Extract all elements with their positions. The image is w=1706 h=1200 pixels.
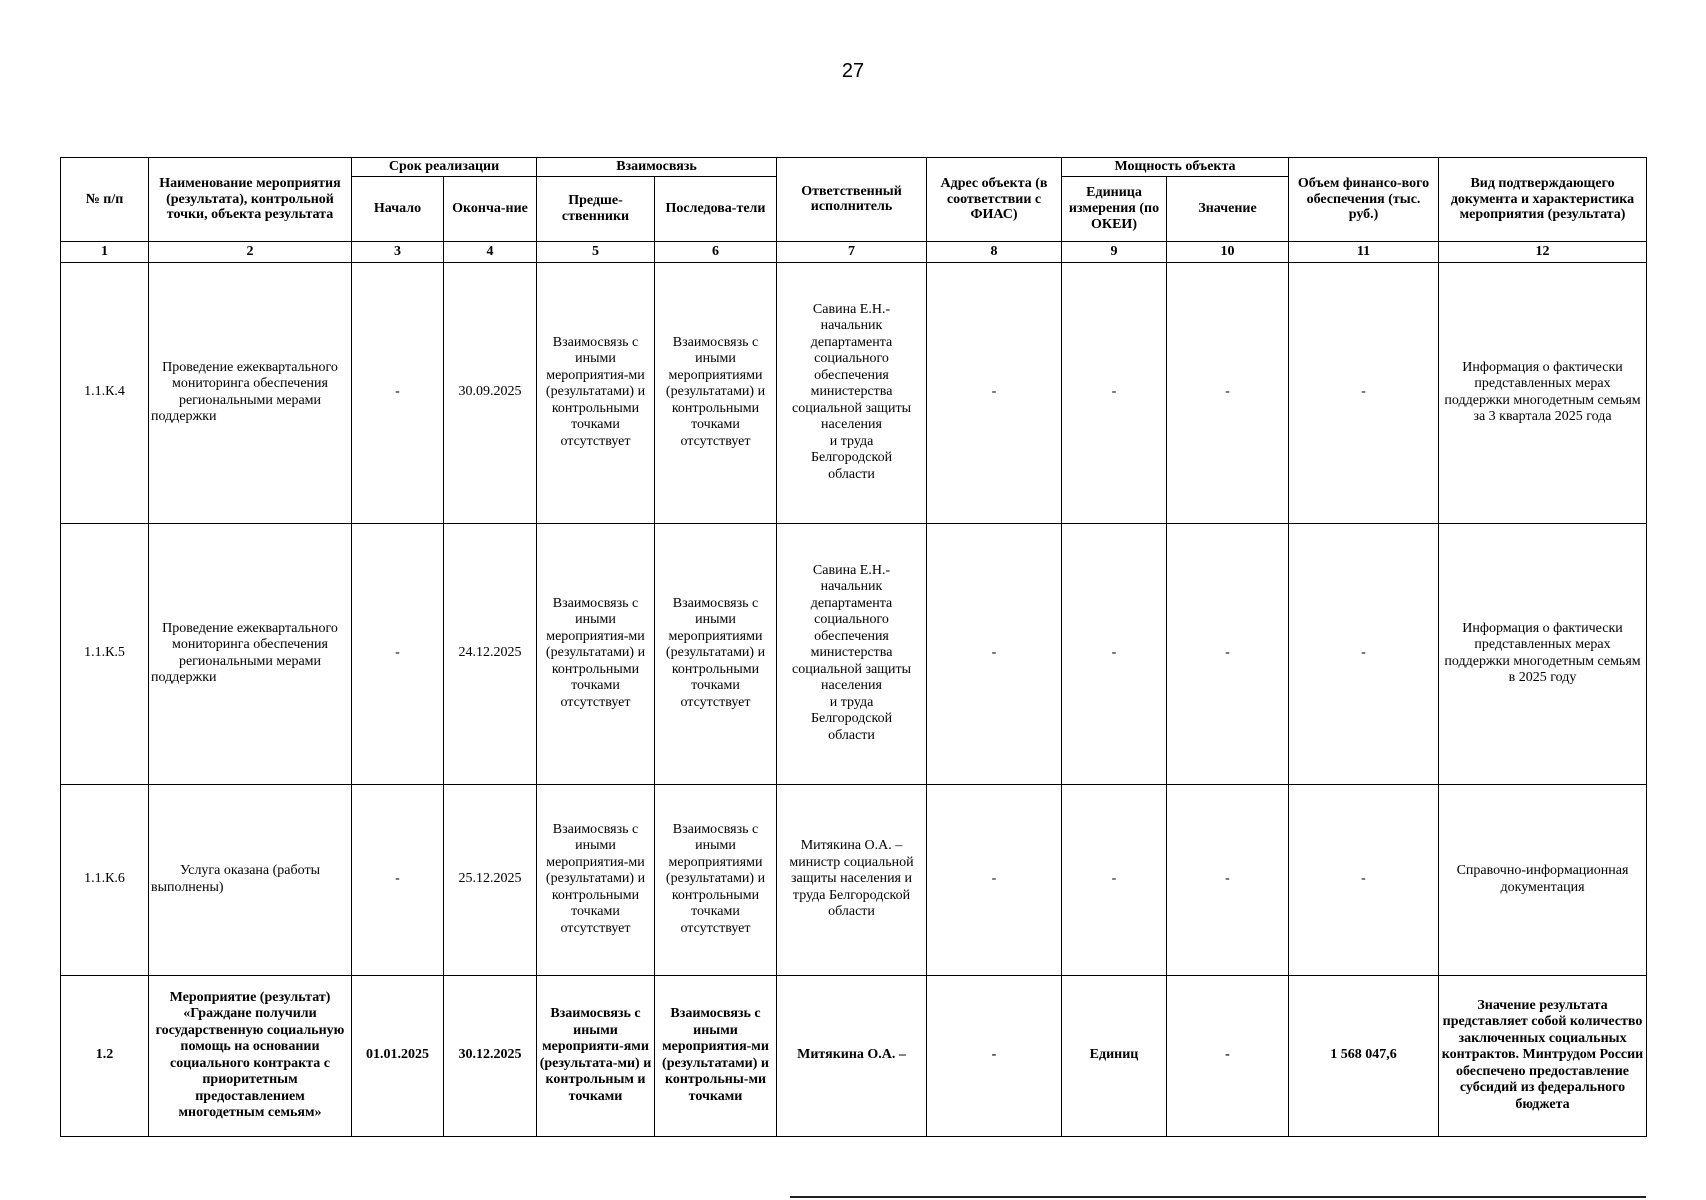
responsible-line: социального [814, 612, 889, 628]
header-start: Начало [352, 176, 444, 241]
column-number: 4 [444, 241, 537, 262]
row-start: 01.01.2025 [352, 975, 444, 1136]
page-number: 27 [841, 60, 865, 82]
row-number: 1.1.К.5 [61, 523, 149, 784]
row-value: - [1167, 975, 1289, 1136]
column-number: 3 [352, 241, 444, 262]
row-unit: - [1062, 523, 1167, 784]
row-finance: - [1289, 262, 1439, 523]
row-unit: - [1062, 262, 1167, 523]
table-row [61, 523, 1647, 784]
responsible-line: Белгородской [810, 711, 893, 727]
header-name: Наименование мероприятия (результата), контрольной точки, объекта результата [149, 158, 352, 242]
responsible-line: департамента [810, 334, 893, 350]
row-name: Проведение ежеквартального мониторинга обеспечения региональными мерами поддержки [149, 523, 352, 784]
row-finance: - [1289, 523, 1439, 784]
row-successors: Взаимосвязь с иными мероприятиями (результатами) и контрольными точками отсутствует [655, 262, 777, 523]
responsible-line: социального [814, 351, 889, 367]
header-predecessors: Предше-ственники [537, 176, 655, 241]
header-group-term: Срок реализации [352, 158, 537, 177]
responsible-line: обеспечения [814, 628, 889, 644]
row-successors: Взаимосвязь с иными мероприятиями (результатами) и контрольными точками отсутствует [655, 784, 777, 975]
responsible-line: и труда [829, 694, 874, 710]
activities-table [60, 157, 1647, 1137]
row-predecessors: Взаимосвязь с иными мероприятия-ми (результатами) и контрольными точками отсутствует [537, 262, 655, 523]
row-name: Проведение ежеквартального мониторинга обеспечения региональными мерами поддержки [149, 262, 352, 523]
row-predecessors: Взаимосвязь с иными мероприятия-ми (результатами) и контрольными точками отсутствует [537, 523, 655, 784]
row-finance: 1 568 047,6 [1289, 975, 1439, 1136]
header-finance: Объем финансо-вого обеспечения (тыс. руб.) [1289, 158, 1439, 242]
table-row [61, 784, 1647, 975]
responsible-line: Белгородской [810, 450, 893, 466]
column-number: 10 [1167, 241, 1289, 262]
row-address: - [927, 784, 1062, 975]
header-responsible: Ответственный исполнитель [777, 158, 927, 242]
header-value: Значение [1167, 176, 1289, 241]
row-name: Мероприятие (результат) «Граждане получили государственную социальную помощь на основании социального контракта с приоритетным предоставлением многодетным семьям» [149, 975, 352, 1136]
row-value: - [1167, 523, 1289, 784]
row-end: 25.12.2025 [444, 784, 537, 975]
column-number: 8 [927, 241, 1062, 262]
header-unit: Единица измерения (по ОКЕИ) [1062, 176, 1167, 241]
row-end: 30.12.2025 [444, 975, 537, 1136]
header-number: № п/п [61, 158, 149, 242]
responsible-line: населения [821, 417, 882, 433]
table-row [61, 262, 1647, 523]
row-end: 30.09.2025 [444, 262, 537, 523]
column-number: 9 [1062, 241, 1167, 262]
column-number: 7 [777, 241, 927, 262]
responsible-line: начальник [820, 579, 883, 595]
row-end: 24.12.2025 [444, 523, 537, 784]
responsible-line: министерства [810, 645, 893, 661]
row-value: - [1167, 784, 1289, 975]
row-predecessors: Взаимосвязь с иными мероприятия-ми (результатами) и контрольными точками отсутствует [537, 784, 655, 975]
column-number: 2 [149, 241, 352, 262]
responsible-line: социальной защиты [792, 400, 911, 416]
footer-rule [790, 1196, 1646, 1198]
row-number: 1.2 [61, 975, 149, 1136]
responsible-line: департамента [810, 595, 893, 611]
responsible-line: начальник [820, 318, 883, 334]
responsible-line: населения [821, 678, 882, 694]
responsible-line: области [828, 727, 875, 743]
row-document: Значение результата представляет собой количество заключенных социальных контрактов. Минтрудом России обеспечено предоставление субсидий из федерального бюджета [1439, 975, 1647, 1136]
row-address: - [927, 523, 1062, 784]
row-document: Информация о фактически представленных мерах поддержки многодетным семьям за 3 квартала 2025 года [1439, 262, 1647, 523]
column-number: 5 [537, 241, 655, 262]
responsible-line: и труда [829, 433, 874, 449]
row-start: - [352, 784, 444, 975]
row-responsible [777, 262, 927, 523]
row-start: - [352, 262, 444, 523]
row-successors: Взаимосвязь с иными мероприятия-ми (результатами) и контрольны-ми точками [655, 975, 777, 1136]
responsible-line: Савина Е.Н.- [812, 562, 891, 578]
row-responsible: Митякина О.А. – [777, 975, 927, 1136]
row-unit: - [1062, 784, 1167, 975]
row-responsible: Митякина О.А. – министр социальной защиты населения и труда Белгородской области [777, 784, 927, 975]
row-unit: Единиц [1062, 975, 1167, 1136]
row-finance: - [1289, 784, 1439, 975]
row-successors: Взаимосвязь с иными мероприятиями (результатами) и контрольными точками отсутствует [655, 523, 777, 784]
column-number: 6 [655, 241, 777, 262]
row-responsible [777, 523, 927, 784]
column-number: 1 [61, 241, 149, 262]
row-number: 1.1.К.4 [61, 262, 149, 523]
column-number: 12 [1439, 241, 1647, 262]
table-row [61, 975, 1647, 1136]
column-number: 11 [1289, 241, 1439, 262]
responsible-line: обеспечения [814, 367, 889, 383]
responsible-line: области [828, 466, 875, 482]
row-predecessors: Взаимосвязь с иными мероприяти-ями (результата-ми) и контрольным и точками [537, 975, 655, 1136]
row-start: - [352, 523, 444, 784]
header-address: Адрес объекта (в соответствии с ФИАС) [927, 158, 1062, 242]
header-end: Оконча-ние [444, 176, 537, 241]
row-value: - [1167, 262, 1289, 523]
header-group-link: Взаимосвязь [537, 158, 777, 177]
responsible-line: министерства [810, 384, 893, 400]
header-successors: Последова-тели [655, 176, 777, 241]
row-address: - [927, 262, 1062, 523]
responsible-line: Савина Е.Н.- [812, 301, 891, 317]
row-name: Услуга оказана (работы выполнены) [149, 784, 352, 975]
responsible-line: социальной защиты [792, 661, 911, 677]
row-document: Информация о фактически представленных мерах поддержки многодетным семьям в 2025 году [1439, 523, 1647, 784]
row-address: - [927, 975, 1062, 1136]
row-document: Справочно-информационная документация [1439, 784, 1647, 975]
header-document: Вид подтверждающего документа и характеристика мероприятия (результата) [1439, 158, 1647, 242]
header-group-capacity: Мощность объекта [1062, 158, 1289, 177]
row-number: 1.1.К.6 [61, 784, 149, 975]
